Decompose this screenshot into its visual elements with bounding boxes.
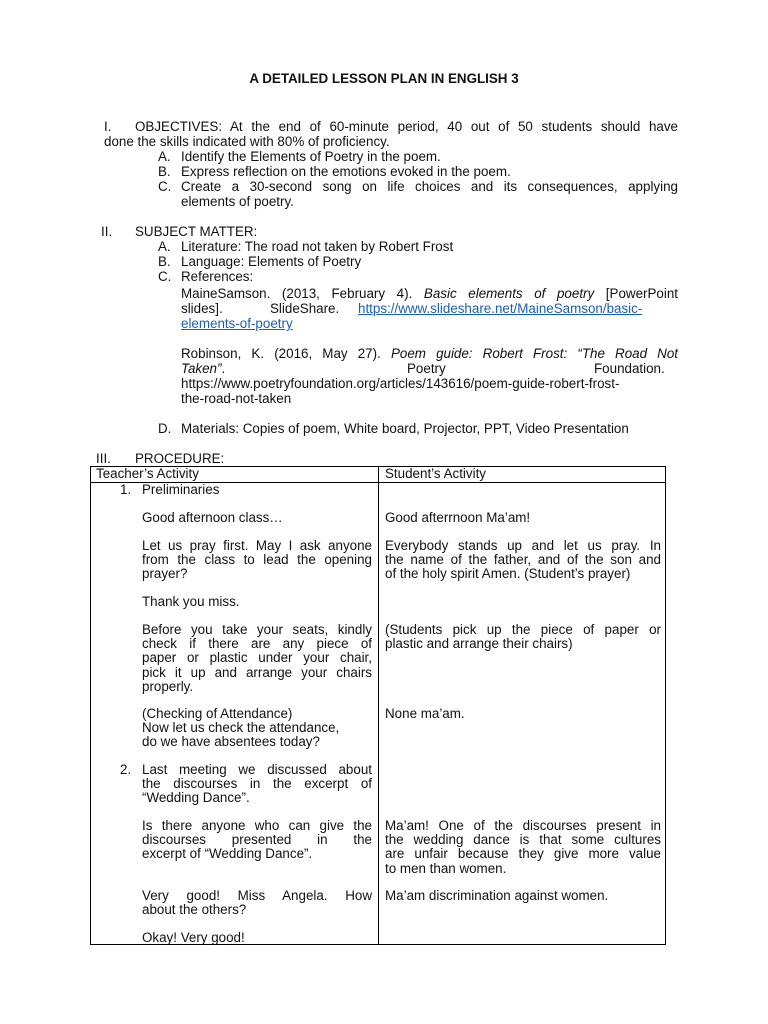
teacher-question: Is there anyone who can give the discourses presented in the excerpt of “Wedding Dance”. — [142, 818, 372, 862]
reference-2-url: https://www.poetryfoundation.org/articles/143616/poem-guide-robert-frost- — [181, 376, 620, 391]
teacher-seats-instruction: Before you take your seats, kindly check if there are any piece of paper or plastic under your chair, pick it up and arrange your chairs properly. — [142, 622, 372, 694]
reference-1-slideshare: SlideShare. — [270, 301, 340, 316]
objective-c-text: Create a 30-second song on life choices and its consequences, applying — [181, 179, 678, 194]
reference-1-line-1: MaineSamson. (2013, February 4). Basic elements of poetry [PowerPoint — [181, 286, 679, 301]
subject-a-letter: A. — [158, 239, 171, 254]
student-prayer: Everybody stands up and let us pray. In the name of the father, and of the son and of the holy spirit Amen. (Student’s prayer) — [385, 538, 661, 582]
subject-c-letter: C. — [158, 269, 172, 284]
subject-b-letter: B. — [158, 254, 171, 269]
teacher-okay: Okay! Very good! — [142, 930, 245, 945]
subject-matter-heading: SUBJECT MATTER: — [135, 224, 258, 239]
student-answer: Ma’am! One of the discourses present in the wedding dance is that some cultures are unfair because they give more value to men than women. — [385, 818, 661, 876]
student-greeting: Good afterrnoon Ma’am! — [385, 510, 531, 525]
subject-d-letter: D. — [158, 421, 172, 436]
objective-a-letter: A. — [158, 149, 171, 164]
teacher-attendance: (Checking of Attendance) Now let us check the attendance, do we have absentees today? — [142, 706, 340, 750]
student-activity-header: Student’s Activity — [385, 466, 486, 481]
objective-a-text: Identify the Elements of Poetry in the poem. — [181, 149, 441, 164]
objectives-line-1: OBJECTIVES: At the end of 60-minute period, 40 out of 50 students should have — [135, 119, 678, 134]
reference-1-url-link[interactable]: https://www.slideshare.net/MaineSamson/basic- — [358, 301, 643, 316]
reference-2-title-end: Taken”. — [181, 361, 226, 376]
step-1-label: Preliminaries — [142, 482, 220, 497]
student-discrimination: Ma’am discrimination against women. — [385, 888, 609, 903]
teacher-thanks: Thank you miss. — [142, 594, 240, 609]
document-title: A DETAILED LESSON PLAN IN ENGLISH 3 — [249, 71, 519, 86]
objectives-line-2: done the skills indicated with 80% of proficiency. — [104, 134, 390, 149]
objective-b-text: Express reflection on the emotions evoked in the poem. — [181, 164, 511, 179]
student-none: None ma’am. — [385, 706, 465, 721]
subject-d-text: Materials: Copies of poem, White board, Projector, PPT, Video Presentation — [181, 421, 629, 436]
table-column-divider — [378, 466, 379, 945]
procedure-heading: PROCEDURE: — [135, 451, 225, 466]
teacher-last-meeting: Last meeting we discussed about the discourses in the excerpt of “Wedding Dance”. — [142, 762, 372, 806]
subject-b-text: Language: Elements of Poetry — [181, 254, 362, 269]
reference-1-slides: slides]. — [181, 301, 223, 316]
student-pick-up: (Students pick up the piece of paper or plastic and arrange their chairs) — [385, 622, 661, 652]
subject-matter-numeral: II. — [101, 224, 113, 239]
teacher-prayer: Let us pray first. May I ask anyone from the class to lead the opening prayer? — [142, 538, 372, 582]
objective-c-text-2: elements of poetry. — [181, 194, 294, 209]
reference-2-poetry: Poetry — [407, 361, 446, 376]
reference-1-url-link-cont[interactable]: elements-of-poetry — [181, 316, 293, 331]
subject-c-text: References: — [181, 269, 254, 284]
teacher-activity-header: Teacher’s Activity — [96, 466, 199, 481]
objective-b-letter: B. — [158, 164, 171, 179]
procedure-numeral: III. — [96, 451, 111, 466]
reference-2-line-1: Robinson, K. (2016, May 27). Poem guide: Robert Frost: “The Road Not — [181, 346, 678, 361]
subject-a-text: Literature: The road not taken by Robert Frost — [181, 239, 454, 254]
reference-2-url-cont: the-road-not-taken — [181, 391, 292, 406]
reference-2-foundation: Foundation. — [594, 361, 665, 376]
teacher-greeting: Good afternoon class… — [142, 510, 283, 525]
step-1-number: 1. — [120, 482, 132, 497]
step-2-number: 2. — [120, 762, 132, 777]
teacher-praise: Very good! Miss Angela. How about the others? — [142, 888, 372, 918]
objectives-numeral: I. — [104, 119, 112, 134]
objective-c-letter: C. — [158, 179, 172, 194]
